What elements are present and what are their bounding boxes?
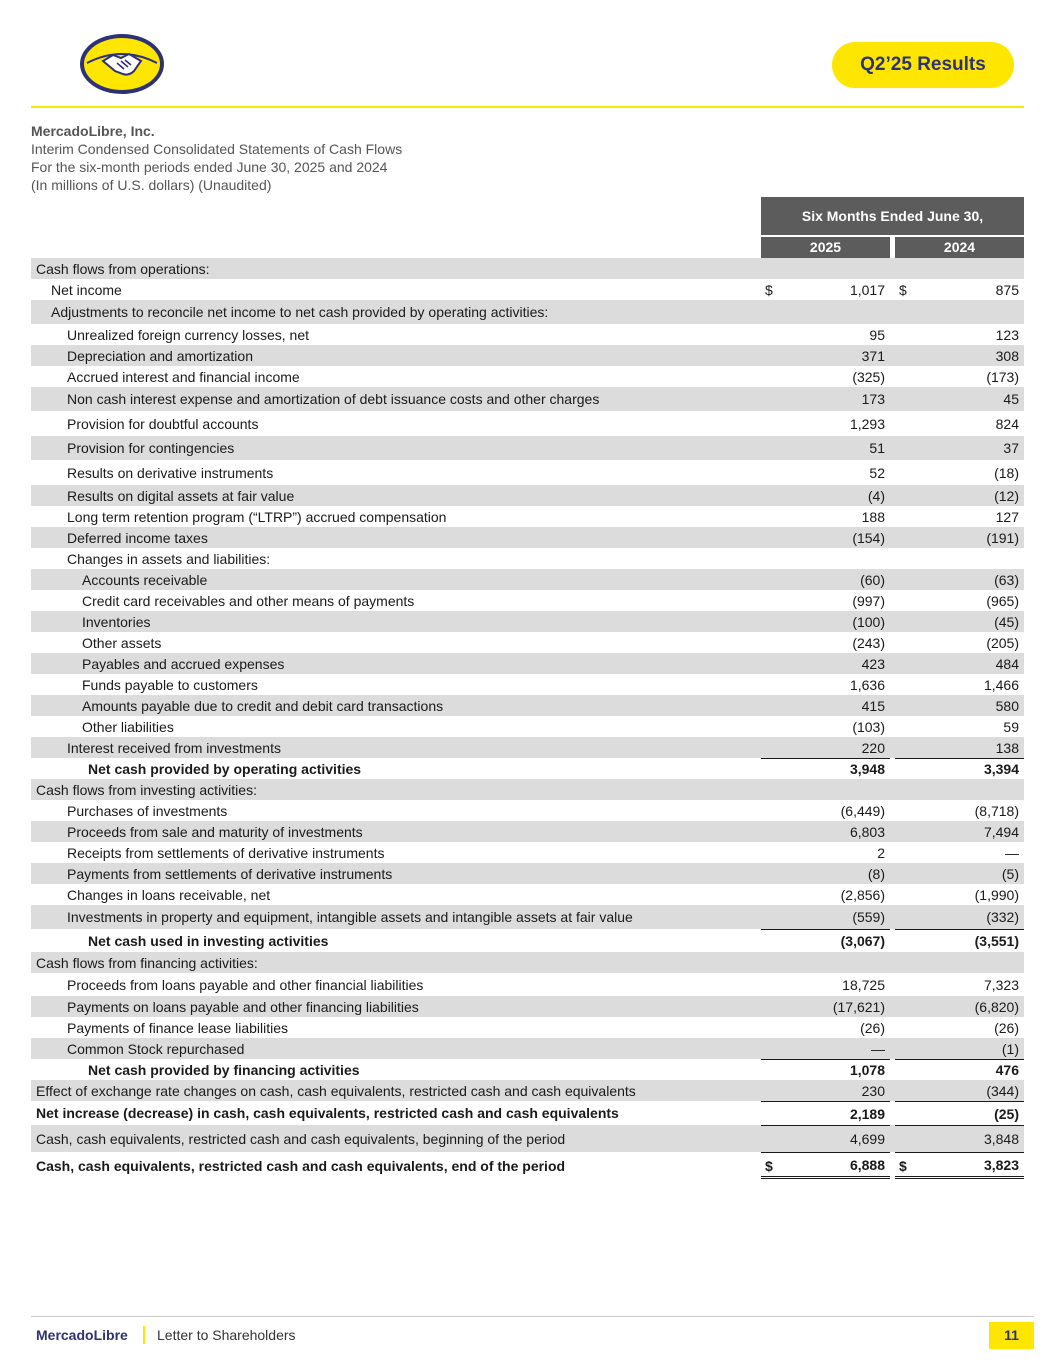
value-2024: 1,466 <box>983 676 1019 693</box>
value-2025 <box>761 258 890 279</box>
value-2024: 138 <box>995 739 1019 756</box>
row-label: Results on derivative instruments <box>67 464 274 481</box>
mercadolibre-handshake-logo <box>79 33 165 95</box>
row-label: Interest received from investments <box>67 739 281 756</box>
value-2025: 52 <box>869 464 885 481</box>
page-number: 11 <box>989 1322 1034 1349</box>
row-label: Changes in assets and liabilities: <box>67 550 271 567</box>
value-2025: (103) <box>852 718 885 735</box>
value-2025: 371 <box>861 347 885 364</box>
value-2024 <box>895 300 1024 324</box>
row-label: Changes in loans receivable, net <box>67 886 271 903</box>
table-row <box>31 366 1024 387</box>
table-row <box>31 884 1024 905</box>
value-2024: (45) <box>994 613 1019 630</box>
value-2024: 123 <box>995 326 1019 343</box>
value-2024: (3,551) <box>895 929 1024 952</box>
footer-document-title: Letter to Shareholders <box>157 1327 296 1343</box>
table-row <box>31 611 1024 632</box>
value-2025: (997) <box>852 592 885 609</box>
value-2025: 423 <box>861 655 885 672</box>
row-label: Cash, cash equivalents, restricted cash and cash equivalents, end of the period <box>36 1157 566 1174</box>
period-column-header: Six Months Ended June 30, <box>761 197 1024 235</box>
row-label: Cash flows from operations: <box>36 260 210 277</box>
value-2024: — <box>1005 844 1019 861</box>
row-label: Results on digital assets at fair value <box>67 487 295 504</box>
value-2025 <box>761 779 890 800</box>
row-label: Net income <box>51 281 122 298</box>
table-row <box>31 695 1024 716</box>
table-row <box>31 973 1024 996</box>
value-2025: 6,803 <box>849 823 885 840</box>
table-row <box>31 436 1024 460</box>
table-row <box>31 863 1024 884</box>
value-2024: (6,820) <box>974 998 1019 1015</box>
table-row <box>31 674 1024 695</box>
footer-divider <box>31 1316 1034 1317</box>
row-label: Other liabilities <box>82 718 174 735</box>
value-2024 <box>895 779 1024 800</box>
table-row <box>31 300 1024 324</box>
value-2024: (63) <box>994 571 1019 588</box>
quarter-results-badge: Q2’25 Results <box>832 42 1014 88</box>
value-2025: (26) <box>860 1019 885 1036</box>
row-label: Long term retention program (“LTRP”) accrued compensation <box>67 508 447 525</box>
value-2025: (325) <box>852 368 885 385</box>
row-label: Net cash used in investing activities <box>88 932 329 949</box>
row-label: Credit card receivables and other means of payments <box>82 592 415 609</box>
row-label: Other assets <box>82 634 162 651</box>
value-2025: 3,948 <box>761 758 890 779</box>
row-label: Amounts payable due to credit and debit card transactions <box>82 697 444 714</box>
value-2025: (559) <box>852 909 885 925</box>
value-2025: 1,078 <box>761 1059 890 1080</box>
table-row <box>31 548 1024 569</box>
row-label: Inventories <box>82 613 151 630</box>
row-label: Provision for doubtful accounts <box>67 415 259 432</box>
table-row <box>31 527 1024 548</box>
row-label: Common Stock repurchased <box>67 1040 245 1057</box>
value-2024 <box>895 258 1024 279</box>
row-label: Unrealized foreign currency losses, net <box>67 326 310 343</box>
value-2025 <box>761 300 890 324</box>
row-label: Payments from settlements of derivative instruments <box>67 865 393 882</box>
table-row <box>31 758 1024 779</box>
value-2025: (4) <box>867 487 885 504</box>
value-2025 <box>761 548 890 569</box>
row-label: Adjustments to reconcile net income to net cash provided by operating activities: <box>51 304 549 320</box>
value-2025: (6,449) <box>840 802 885 819</box>
table-row <box>31 1059 1024 1080</box>
table-row <box>31 996 1024 1017</box>
value-2025: (17,621) <box>832 998 885 1015</box>
value-2025: 2,189 <box>761 1101 890 1125</box>
value-2024: (1) <box>1001 1040 1019 1057</box>
row-label: Purchases of investments <box>67 802 228 819</box>
row-label: Proceeds from sale and maturity of investments <box>67 823 363 840</box>
value-2024: 45 <box>1003 391 1019 407</box>
currency-symbol: $ <box>899 1157 907 1174</box>
row-label: Cash, cash equivalents, restricted cash and cash equivalents, beginning of the period <box>36 1130 566 1147</box>
year-column-header-2024: 2024 <box>895 237 1024 258</box>
table-row <box>31 1080 1024 1101</box>
row-label: Funds payable to customers <box>82 676 258 693</box>
row-label: Receipts from settlements of derivative instruments <box>67 844 385 861</box>
row-label: Cash flows from financing activities: <box>36 954 258 971</box>
value-2024: (25) <box>895 1101 1024 1125</box>
value-2024: 3,394 <box>895 758 1024 779</box>
value-2024: (1,990) <box>974 886 1019 903</box>
value-2025: (8) <box>867 865 885 882</box>
currency-symbol: $ <box>765 1157 773 1174</box>
table-row <box>31 569 1024 590</box>
table-row <box>31 485 1024 506</box>
row-label: Net cash provided by financing activities <box>88 1061 360 1078</box>
cash-flow-table <box>31 258 1024 1179</box>
value-2025: 95 <box>869 326 885 343</box>
table-row <box>31 411 1024 436</box>
table-row <box>31 590 1024 611</box>
value-2024: (18) <box>994 464 1019 481</box>
table-row <box>31 716 1024 737</box>
value-2024: (205) <box>986 634 1019 651</box>
value-2025: (100) <box>852 613 885 630</box>
company-name: MercadoLibre, Inc. <box>31 123 155 139</box>
table-row <box>31 460 1024 485</box>
statement-units: (In millions of U.S. dollars) (Unaudited) <box>31 177 272 193</box>
value-2024: (191) <box>986 529 1019 546</box>
value-2025: (2,856) <box>840 886 885 903</box>
row-label: Depreciation and amortization <box>67 347 253 364</box>
value-2025: 230 <box>861 1082 885 1099</box>
year-column-header-2025: 2025 <box>761 237 890 258</box>
row-label: Deferred income taxes <box>67 529 208 546</box>
row-label: Investments in property and equipment, intangible assets and intangible assets at fair value <box>67 909 633 925</box>
value-2024 <box>895 548 1024 569</box>
table-row <box>31 653 1024 674</box>
footer-brand: MercadoLibre <box>36 1327 128 1343</box>
value-2025: — <box>871 1040 885 1057</box>
value-2025: 220 <box>861 739 885 756</box>
value-2024: (8,718) <box>974 802 1019 819</box>
value-2024: (26) <box>994 1019 1019 1036</box>
value-2025: 51 <box>869 440 885 456</box>
row-label: Non cash interest expense and amortization of debt issuance costs and other charges <box>67 391 600 407</box>
value-2024: (344) <box>986 1082 1019 1099</box>
value-2025 <box>761 952 890 973</box>
value-2025: 1,017 <box>849 281 885 298</box>
statement-period: For the six-month periods ended June 30, 2025 and 2024 <box>31 159 388 175</box>
table-row <box>31 800 1024 821</box>
value-2024: 7,323 <box>983 976 1019 993</box>
table-row <box>31 905 1024 929</box>
value-2025: 6,888 <box>761 1152 890 1179</box>
table-row <box>31 1038 1024 1059</box>
value-2025: (154) <box>852 529 885 546</box>
value-2024: (965) <box>986 592 1019 609</box>
value-2024: 875 <box>995 281 1019 298</box>
row-label: Net increase (decrease) in cash, cash equivalents, restricted cash and cash equivalents <box>36 1105 619 1121</box>
value-2025: 1,293 <box>849 415 885 432</box>
value-2024: 37 <box>1003 440 1019 456</box>
statement-title: Interim Condensed Consolidated Statements of Cash Flows <box>31 141 403 157</box>
value-2025: 18,725 <box>842 976 885 993</box>
value-2024: 580 <box>995 697 1019 714</box>
value-2024: (332) <box>986 909 1019 925</box>
table-row <box>31 737 1024 758</box>
row-label: Payments on loans payable and other financing liabilities <box>67 998 419 1015</box>
value-2025: 4,699 <box>761 1125 890 1152</box>
value-2024: 59 <box>1003 718 1019 735</box>
value-2025: 173 <box>861 391 885 407</box>
table-row <box>31 279 1024 300</box>
value-2025: 1,636 <box>849 676 885 693</box>
table-row <box>31 1101 1024 1125</box>
value-2024: 308 <box>995 347 1019 364</box>
table-row <box>31 258 1024 279</box>
value-2025: 2 <box>877 844 885 861</box>
currency-symbol: $ <box>765 281 773 298</box>
row-label: Net cash provided by operating activities <box>88 760 362 777</box>
currency-symbol: $ <box>899 281 907 298</box>
value-2025: 415 <box>861 697 885 714</box>
table-row <box>31 779 1024 800</box>
value-2025: (3,067) <box>761 929 890 952</box>
value-2024: 476 <box>895 1059 1024 1080</box>
statement-title-block <box>31 122 402 194</box>
value-2024 <box>895 952 1024 973</box>
row-label: Accrued interest and financial income <box>67 368 300 385</box>
value-2024: 484 <box>995 655 1019 672</box>
value-2024: 7,494 <box>983 823 1019 840</box>
value-2024: (12) <box>994 487 1019 504</box>
table-row <box>31 632 1024 653</box>
footer-separator <box>143 1326 145 1344</box>
value-2024: 3,823 <box>895 1152 1024 1179</box>
table-row <box>31 1125 1024 1152</box>
row-label: Payables and accrued expenses <box>82 655 285 672</box>
row-label: Payments of finance lease liabilities <box>67 1019 289 1036</box>
table-row <box>31 506 1024 527</box>
row-label: Cash flows from investing activities: <box>36 781 257 798</box>
header-divider <box>31 106 1024 108</box>
table-row <box>31 842 1024 863</box>
value-2024: 127 <box>995 508 1019 525</box>
row-label: Accounts receivable <box>82 571 208 588</box>
value-2024: (173) <box>986 368 1019 385</box>
value-2024: 824 <box>995 415 1019 432</box>
row-label: Effect of exchange rate changes on cash, cash equivalents, restricted cash and cash equivalents <box>36 1082 636 1099</box>
table-row <box>31 1152 1024 1179</box>
value-2025: 188 <box>861 508 885 525</box>
table-row <box>31 1017 1024 1038</box>
row-label: Provision for contingencies <box>67 440 235 456</box>
table-row <box>31 387 1024 411</box>
value-2024: 3,848 <box>895 1125 1024 1152</box>
value-2024: (5) <box>1001 865 1019 882</box>
row-label: Proceeds from loans payable and other financial liabilities <box>67 976 424 993</box>
value-2025: (243) <box>852 634 885 651</box>
table-row <box>31 345 1024 366</box>
table-row <box>31 821 1024 842</box>
table-row <box>31 952 1024 973</box>
value-2025: (60) <box>860 571 885 588</box>
table-row <box>31 929 1024 952</box>
table-row <box>31 324 1024 345</box>
